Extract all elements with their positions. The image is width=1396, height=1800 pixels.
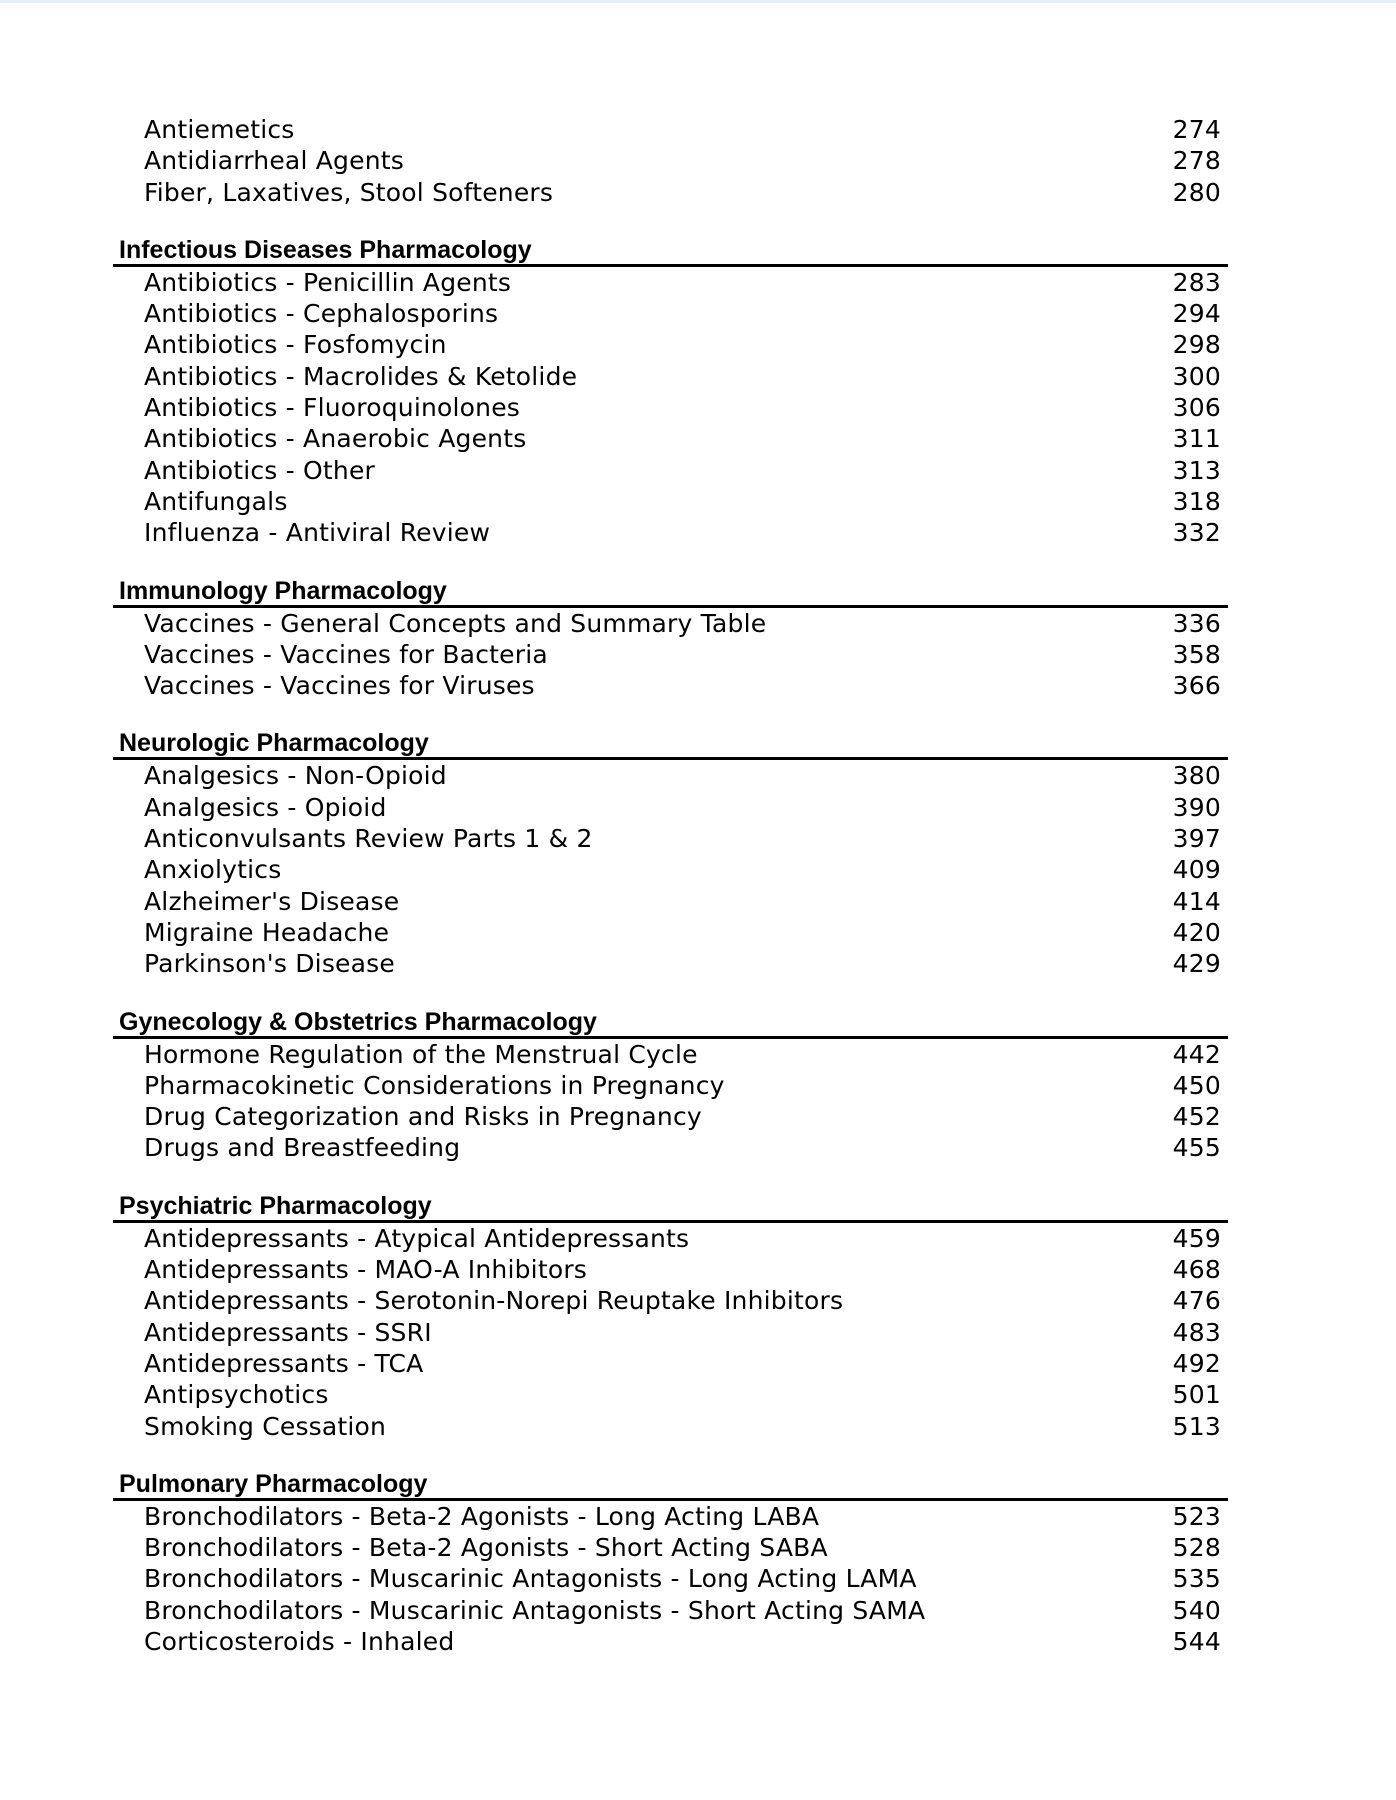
toc-entry-page-number: 501 <box>1172 1380 1221 1410</box>
toc-entry[interactable] <box>113 267 1228 298</box>
section-heading: Neurologic Pharmacology <box>119 729 429 758</box>
toc-entry[interactable] <box>113 1563 1228 1594</box>
toc-entry[interactable] <box>113 1101 1228 1132</box>
toc-entry[interactable] <box>113 1501 1228 1532</box>
table-of-contents <box>113 114 1228 1657</box>
toc-entry-title: Antidepressants - TCA <box>144 1348 424 1378</box>
toc-entry[interactable] <box>113 1070 1228 1101</box>
toc-entry-title: Bronchodilators - Muscarinic Antagonists - Long Acting LAMA <box>144 1564 917 1594</box>
toc-entry-page-number: 535 <box>1172 1564 1221 1594</box>
toc-entry[interactable] <box>113 1532 1228 1563</box>
section-entries <box>113 1501 1228 1657</box>
toc-entry-page-number: 442 <box>1172 1039 1221 1069</box>
toc-entry[interactable] <box>113 1379 1228 1410</box>
toc-entry-page-number: 336 <box>1172 608 1221 638</box>
toc-entry-title: Antiemetics <box>144 115 295 144</box>
section-header-rule <box>113 575 1228 608</box>
toc-entry[interactable] <box>113 1132 1228 1163</box>
toc-entry-title: Antibiotics - Cephalosporins <box>144 299 499 329</box>
toc-entry[interactable] <box>113 1317 1228 1348</box>
toc-entry[interactable] <box>113 854 1228 885</box>
toc-entry-title: Analgesics - Non-Opioid <box>144 761 447 791</box>
toc-entry-title: Drugs and Breastfeeding <box>144 1133 461 1163</box>
toc-entry-title: Drug Categorization and Risks in Pregnancy <box>144 1102 702 1132</box>
toc-entry-page-number: 523 <box>1172 1501 1221 1531</box>
toc-entry-title: Pharmacokinetic Considerations in Pregnancy <box>144 1070 725 1100</box>
toc-entry-page-number: 390 <box>1172 792 1221 822</box>
toc-entry-title: Migraine Headache <box>144 917 390 947</box>
section-header-rule <box>113 1468 1228 1501</box>
toc-entry-title: Antidepressants - Serotonin-Norepi Reuptake Inhibitors <box>144 1286 844 1316</box>
toc-section <box>113 1468 1228 1657</box>
toc-entry[interactable] <box>113 823 1228 854</box>
toc-entry-page-number: 455 <box>1172 1133 1221 1163</box>
toc-entry-page-number: 429 <box>1172 949 1221 979</box>
section-heading: Infectious Diseases Pharmacology <box>119 235 532 264</box>
toc-entry[interactable] <box>113 792 1228 823</box>
toc-entry-title: Alzheimer's Disease <box>144 886 400 916</box>
toc-entry-page-number: 298 <box>1172 330 1221 360</box>
toc-entry-title: Hormone Regulation of the Menstrual Cycle <box>144 1039 698 1069</box>
section-header-rule <box>113 1006 1228 1039</box>
toc-entry[interactable] <box>113 1223 1228 1254</box>
toc-entry[interactable] <box>113 423 1228 454</box>
section-entries <box>113 267 1228 549</box>
toc-entry-title: Smoking Cessation <box>144 1411 387 1441</box>
toc-entry[interactable] <box>113 608 1228 639</box>
toc-entry-page-number: 544 <box>1172 1626 1221 1656</box>
toc-entry-page-number: 300 <box>1172 361 1221 391</box>
toc-entry-title: Antibiotics - Penicillin Agents <box>144 267 512 297</box>
toc-entry-page-number: 306 <box>1172 393 1221 423</box>
toc-entry[interactable] <box>113 1039 1228 1070</box>
toc-entry-page-number: 452 <box>1172 1102 1221 1132</box>
toc-sections <box>113 234 1228 1657</box>
toc-entry-title: Antidepressants - MAO-A Inhibitors <box>144 1255 588 1285</box>
toc-entry-title: Analgesics - Opioid <box>144 792 387 822</box>
toc-entry[interactable] <box>113 760 1228 791</box>
toc-entry-page-number: 311 <box>1172 424 1221 454</box>
toc-entry-page-number: 483 <box>1172 1317 1221 1347</box>
toc-entry-title: Antibiotics - Anaerobic Agents <box>144 424 527 454</box>
toc-entry-title: Antifungals <box>144 486 288 516</box>
toc-entry-title: Bronchodilators - Beta-2 Agonists - Short Acting SABA <box>144 1533 828 1563</box>
toc-entry-page-number: 528 <box>1172 1533 1221 1563</box>
toc-entry[interactable] <box>113 392 1228 423</box>
toc-entry-page-number: 366 <box>1172 671 1221 701</box>
toc-entry-title: Anxiolytics <box>144 855 282 885</box>
toc-entry[interactable] <box>113 917 1228 948</box>
toc-entry-page-number: 540 <box>1172 1595 1221 1625</box>
section-header-rule <box>113 727 1228 760</box>
toc-entry-title: Vaccines - Vaccines for Viruses <box>144 671 535 701</box>
toc-section <box>113 575 1228 702</box>
page-top-edge <box>0 0 1396 3</box>
section-entries <box>113 1039 1228 1164</box>
toc-entry[interactable] <box>113 886 1228 917</box>
toc-entry-page-number: 492 <box>1172 1348 1221 1378</box>
toc-entry[interactable] <box>113 948 1228 979</box>
toc-entry-page-number: 332 <box>1172 518 1221 548</box>
toc-entry-title: Antidepressants - Atypical Antidepressants <box>144 1223 690 1253</box>
toc-entry-page-number: 380 <box>1172 761 1221 791</box>
toc-entry-page-number: 420 <box>1172 917 1221 947</box>
toc-entry-page-number: 358 <box>1172 639 1221 669</box>
toc-entry-title: Antibiotics - Fosfomycin <box>144 330 447 360</box>
toc-entry-title: Antibiotics - Other <box>144 455 376 485</box>
toc-entry[interactable] <box>113 298 1228 329</box>
section-entries <box>113 608 1228 702</box>
toc-entry-page-number: 409 <box>1172 855 1221 885</box>
toc-section <box>113 1006 1228 1164</box>
toc-entry[interactable] <box>113 1348 1228 1379</box>
toc-entry-title: Antibiotics - Macrolides & Ketolide <box>144 361 578 391</box>
toc-entry[interactable] <box>113 455 1228 486</box>
toc-entry[interactable] <box>113 145 1228 176</box>
toc-entry[interactable] <box>113 1626 1228 1657</box>
toc-entry-title: Corticosteroids - Inhaled <box>144 1626 455 1656</box>
section-heading: Pulmonary Pharmacology <box>119 1469 428 1498</box>
toc-section <box>113 234 1228 549</box>
toc-entry-page-number: 313 <box>1172 455 1221 485</box>
toc-entry-page-number: 278 <box>1172 146 1221 176</box>
toc-entry-page-number: 397 <box>1172 824 1221 854</box>
section-header-rule <box>113 234 1228 267</box>
toc-section <box>113 1190 1228 1442</box>
toc-entry-page-number: 294 <box>1172 299 1221 329</box>
toc-entry-title: Influenza - Antiviral Review <box>144 518 491 548</box>
lead-entries <box>113 114 1228 208</box>
toc-entry-title: Bronchodilators - Beta-2 Agonists - Long Acting LABA <box>144 1501 820 1531</box>
toc-entry[interactable] <box>113 639 1228 670</box>
toc-entry-title: Anticonvulsants Review Parts 1 & 2 <box>144 824 593 854</box>
toc-entry-page-number: 280 <box>1172 177 1221 207</box>
toc-entry[interactable] <box>113 329 1228 360</box>
toc-entry-page-number: 513 <box>1172 1411 1221 1441</box>
toc-entry-title: Vaccines - General Concepts and Summary Table <box>144 608 767 638</box>
toc-entry-page-number: 476 <box>1172 1286 1221 1316</box>
toc-entry-title: Antibiotics - Fluoroquinolones <box>144 393 521 423</box>
toc-entry-title: Antipsychotics <box>144 1380 329 1410</box>
toc-entry[interactable] <box>113 670 1228 701</box>
toc-entry-title: Vaccines - Vaccines for Bacteria <box>144 639 548 669</box>
toc-entry-page-number: 450 <box>1172 1070 1221 1100</box>
toc-entry-page-number: 274 <box>1172 115 1221 144</box>
toc-entry[interactable] <box>113 1254 1228 1285</box>
toc-entry-title: Antidiarrheal Agents <box>144 146 404 176</box>
toc-entry[interactable] <box>113 114 1228 145</box>
section-heading: Immunology Pharmacology <box>119 576 447 605</box>
toc-entry[interactable] <box>113 517 1228 548</box>
section-heading: Gynecology & Obstetrics Pharmacology <box>119 1007 597 1036</box>
toc-entry[interactable] <box>113 486 1228 517</box>
toc-entry-title: Bronchodilators - Muscarinic Antagonists - Short Acting SAMA <box>144 1595 926 1625</box>
toc-entry-page-number: 468 <box>1172 1255 1221 1285</box>
toc-entry[interactable] <box>113 1285 1228 1316</box>
toc-entry-page-number: 283 <box>1172 267 1221 297</box>
toc-entry-title: Fiber, Laxatives, Stool Softeners <box>144 177 554 207</box>
toc-entry-page-number: 459 <box>1172 1223 1221 1253</box>
toc-entry-page-number: 318 <box>1172 486 1221 516</box>
toc-entry[interactable] <box>113 1595 1228 1626</box>
section-heading: Psychiatric Pharmacology <box>119 1191 432 1220</box>
toc-section <box>113 727 1228 979</box>
toc-entry[interactable] <box>113 1411 1228 1442</box>
toc-entry-title: Antidepressants - SSRI <box>144 1317 432 1347</box>
toc-entry[interactable] <box>113 177 1228 208</box>
toc-entry-page-number: 414 <box>1172 886 1221 916</box>
section-entries <box>113 760 1228 979</box>
section-header-rule <box>113 1190 1228 1223</box>
toc-entry[interactable] <box>113 361 1228 392</box>
section-entries <box>113 1223 1228 1442</box>
toc-entry-title: Parkinson's Disease <box>144 949 395 979</box>
